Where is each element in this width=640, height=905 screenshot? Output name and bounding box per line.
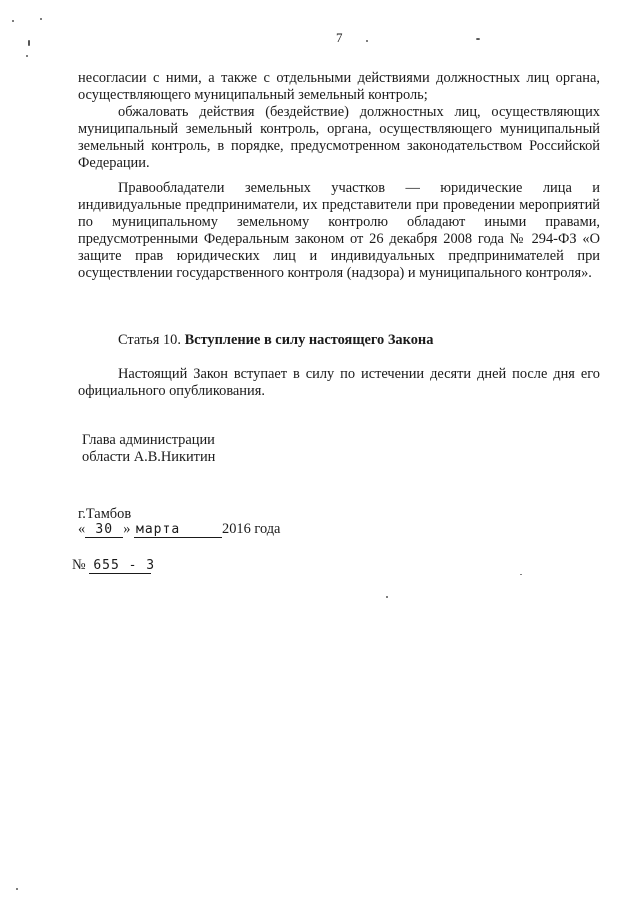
number-sign: № (72, 557, 86, 573)
registration-number-line (72, 557, 156, 574)
signatory-name: области А.В.Никитин (82, 449, 216, 465)
scan-speck (26, 55, 28, 57)
paragraph-rightholders: Правообладатели земельных участков — юридические лица и индивидуальные предприниматели, их представители при проведении мероприятий по муниципальному земельному контролю обладают иными правами, предусмотренными Федеральным законом от 26 декабря 2008 года № 294-ФЗ «О защите прав юридических лиц и индивидуальных предпринимателей при осуществлении государственного контроля (надзора) и муниципального контроля». (78, 180, 600, 281)
open-quote: « (78, 521, 86, 537)
scan-speck (386, 596, 388, 598)
article-label: Статья 10. (118, 332, 181, 348)
scan-speck (366, 40, 368, 42)
city: г.Тамбов (78, 506, 132, 522)
registration-number: 655 - З (89, 558, 151, 574)
article-heading (118, 332, 433, 349)
page-number: 7 (336, 30, 343, 45)
date-month: марта (134, 522, 222, 538)
date-year: 2016 года (222, 521, 281, 537)
scan-speck (40, 18, 42, 20)
paragraph-continuation: несогласии с ними, а также с отдельными действиями должностных лиц органа, осуществляющего муниципальный земельный контроль; (78, 70, 600, 103)
scan-speck (520, 574, 522, 575)
scan-speck (16, 888, 18, 890)
scan-speck (476, 38, 480, 40)
close-quote: » (123, 521, 131, 537)
date-day: 30 (85, 522, 123, 538)
paragraph-appeal-rights: обжаловать действия (бездействие) должностных лиц, осуществляющих муниципальный земельный контроль, органа, осуществляющего муниципальный земельный контроль, в порядке, предусмотренном законодательством Российской Федерации. (78, 104, 600, 171)
signature-block (82, 432, 215, 466)
paragraph-entry-into-force: Настоящий Закон вступает в силу по истечении десяти дней после дня его официального опубликования. (78, 366, 600, 399)
article-title: Вступление в силу настоящего Закона (184, 332, 434, 348)
signatory-position: Глава администрации (82, 432, 215, 448)
scan-speck (28, 40, 30, 46)
date-line (78, 521, 280, 538)
scan-speck (12, 20, 14, 22)
